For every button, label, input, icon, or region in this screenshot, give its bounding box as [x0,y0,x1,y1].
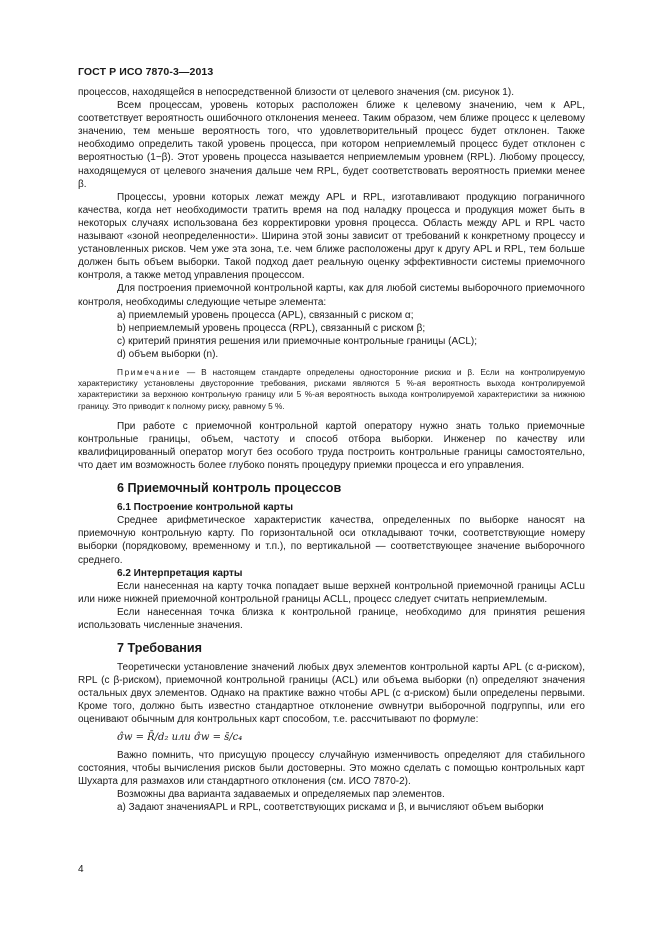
paragraph: Если нанесенная на карту точка попадает выше верхней контрольной приемочной границы ACLu или ниже нижней приемочной контрольной границы ACLL, процесс следует считать неприемлемым. [78,580,585,605]
paragraph: Всем процессам, уровень которых расположен ближе к целевому значению, чем к APL, соответствует вероятность ошибочного отклонения менееα. Таким образом, чем ближе процесс к целевому значению, тем меньше вероятность того, что удовлетворительный процесс будет отклонен. Также необходимо определить такой уровень процесса, при котором неприемлемый процесс будет отклонен с вероятностью (1−β). Этот уровень процесса называется неприемлемым уровнем (RPL). Любому процессу, находящемуся от целевого значения дальше чем RPL, будет соответствовать вероятность приемки менее β. [78,100,585,190]
paragraph: Возможны два варианта задаваемых и определяемых пар элементов. [117,788,445,800]
paragraph: процессов, находящейся в непосредственной близости от целевого значения (см. рисунок 1). [78,87,514,98]
page-number: 4 [78,864,84,875]
list-item: a) приемлемый уровень процесса (APL), связанный с риском α; [117,309,414,321]
subsection-heading: 6.2 Интерпретация карты [117,567,243,579]
note-label: Примечание [117,366,182,377]
paragraph: Среднее арифметическое характеристик качества, определенных по выборке наносят на приемочную контрольную карту. По горизонтальной оси откладывают точки, соответствующие номеру выборки (порядковому, временному и т.п.), по вертикальной — соответствующее значение выборочного среднего. [78,515,585,566]
formula: σ̂w = R̄/d₂ или σ̂w = s̄/c₄ [117,731,243,743]
paragraph: Теоретически установление значений любых двух элементов контрольной карты APL (с α-риском), RPL (с β-риском), приемочной контрольной границы (ACL) или объема выборки (n) определяют значения остальных двух элементов. Однако на практике важно чтобы APL (с α-риском) были определены первыми. Кроме того, должно быть известно стандартное отклонение σwвнутри выборочной подгруппы, или его оценивают обычным для контрольных карт способом, т.е. рассчитывают по формуле: [78,662,585,726]
list-item: c) критерий принятия решения или приемочные контрольные границы (ACL); [117,335,478,347]
note [78,367,585,412]
note-text: — В настоящем стандарте определены односторонние рискиα и β. Если на контролируемую характеристику установлены двусторонние требования, рисками являются 5 %-ая вероятность выхода контролируемой характеристики за верхнюю контрольную границу или 5 %-ая вероятность выхода контролируемой характеристики за нижнюю границу. Это приводит к полному риску, равному 5 %. [78,366,585,411]
subsection-heading: 6.1 Построение контрольной карты [117,502,294,514]
paragraph: Для построения приемочной контрольной карты, как для любой системы выборочного приемочного контроля, необходимы следующие четыре элемента: [78,283,585,308]
paragraph: a) Задают значенияAPL и RPL, соответствующих рискамα и β, и вычисляют объем выборки [117,801,544,813]
section-heading: 7 Требования [117,641,202,656]
paragraph: При работе с приемочной контрольной картой оператору нужно знать только приемочные контрольные границы, объем, частоту и способ отбора выборки. Инженер по качеству или квалифицированный оператор могут без особого труда построить контрольные границы самостоятельно, что дает им возможность более глубоко понять процедуру приемки процесса и его управления. [78,420,585,472]
document-body [78,86,585,814]
standard-header: ГОСТ Р ИСО 7870-3—2013 [78,66,214,78]
section-heading: 6 Приемочный контроль процессов [117,481,342,496]
list-item: d) объем выборки (n). [117,348,219,360]
paragraph: Если нанесенная точка близка к контрольной границе, необходимо для принятия решения использовать численные значения. [78,606,585,631]
list-item: b) неприемлемый уровень процесса (RPL), связанный с риском β; [117,322,426,334]
paragraph: Процессы, уровни которых лежат между APL и RPL, изготавливают продукцию пограничного качества, когда нет необходимости тратить время на под наладку процесса и продукция может быть в некоторых случаях использована без корректировки уровня процесса. Область между APL и RPL часто называют «зоной неопределенности». Ширина этой зоны зависит от требований к конкретному процессу и установленных рисков. Чем уже эта зона, т.е. чем ближе расположены друг к другу APL и RPL, тем больше должен быть объем выборки. Такой подход дает реальную оценку эффективности системы приемочного контроля, а также метод управления процессом. [78,191,585,282]
paragraph: Важно помнить, что присущую процессу случайную изменчивость определяют для стабильного состояния, чтобы вычисления рисков были достоверны. Это можно сделать с помощью контрольных карт Шухарта для размахов или стандартного отклонения (см. ИСО 7870-2). [78,749,585,787]
